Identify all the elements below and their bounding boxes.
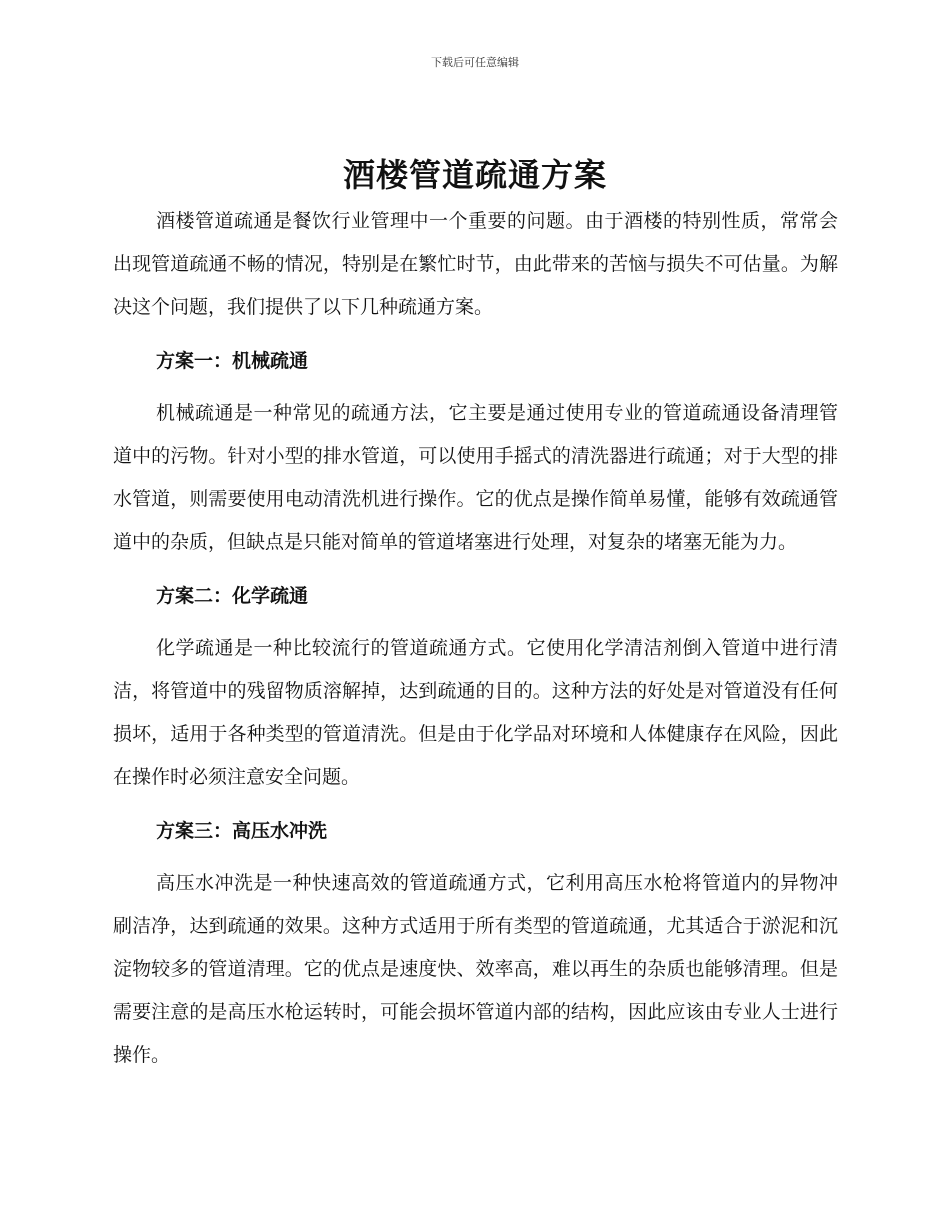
section-paragraph-high-pressure: 高压水冲洗是一种快速高效的管道疏通方式，它利用高压水枪将管道内的异物冲刷洁净，达到疏通的效果。这种方式适用于所有类型的管道疏通，尤其适合于淤泥和沉淀物较多的管道清理。它的优点是速度快、效率高，难以再生的杂质也能够清理。但是需要注意的是高压水枪运转时，可能会损坏管道内部的结构，因此应该由专业人士进行操作。 — [113, 872, 838, 1066]
intro-paragraph: 酒楼管道疏通是餐饮行业管理中一个重要的问题。由于酒楼的特别性质，常常会出现管道疏通不畅的情况，特别是在繁忙时节，由此带来的苦恼与损失不可估量。为解决这个问题，我们提供了以下几种疏通方案。 — [113, 210, 838, 318]
section-paragraph-mechanical: 机械疏通是一种常见的疏通方法，它主要是通过使用专业的管道疏通设备清理管道中的污物。针对小型的排水管道，可以使用手摇式的清洗器进行疏通；对于大型的排水管道，则需要使用电动清洗机进行操作。它的优点是操作简单易懂，能够有效疏通管道中的杂质，但缺点是只能对简单的管道堵塞进行处理，对复杂的堵塞无能为力。 — [113, 402, 838, 553]
section-paragraph-chemical: 化学疏通是一种比较流行的管道疏通方式。它使用化学清洁剂倒入管道中进行清洁，将管道中的残留物质溶解掉，达到疏通的目的。这种方法的好处是对管道没有任何损坏，适用于各种类型的管道清洗。但是由于化学品对环境和人体健康存在风险，因此在操作时必须注意安全问题。 — [113, 637, 838, 788]
page-title: 酒楼管道疏通方案 — [342, 156, 607, 194]
document-body — [113, 200, 838, 1077]
section-heading-chemical: 方案二：化学疏通 — [156, 585, 309, 607]
header-note: 下载后可任意编辑 — [431, 56, 519, 69]
section-heading-high-pressure: 方案三：高压水冲洗 — [156, 820, 328, 842]
section-heading-mechanical: 方案一：机械疏通 — [156, 350, 309, 372]
